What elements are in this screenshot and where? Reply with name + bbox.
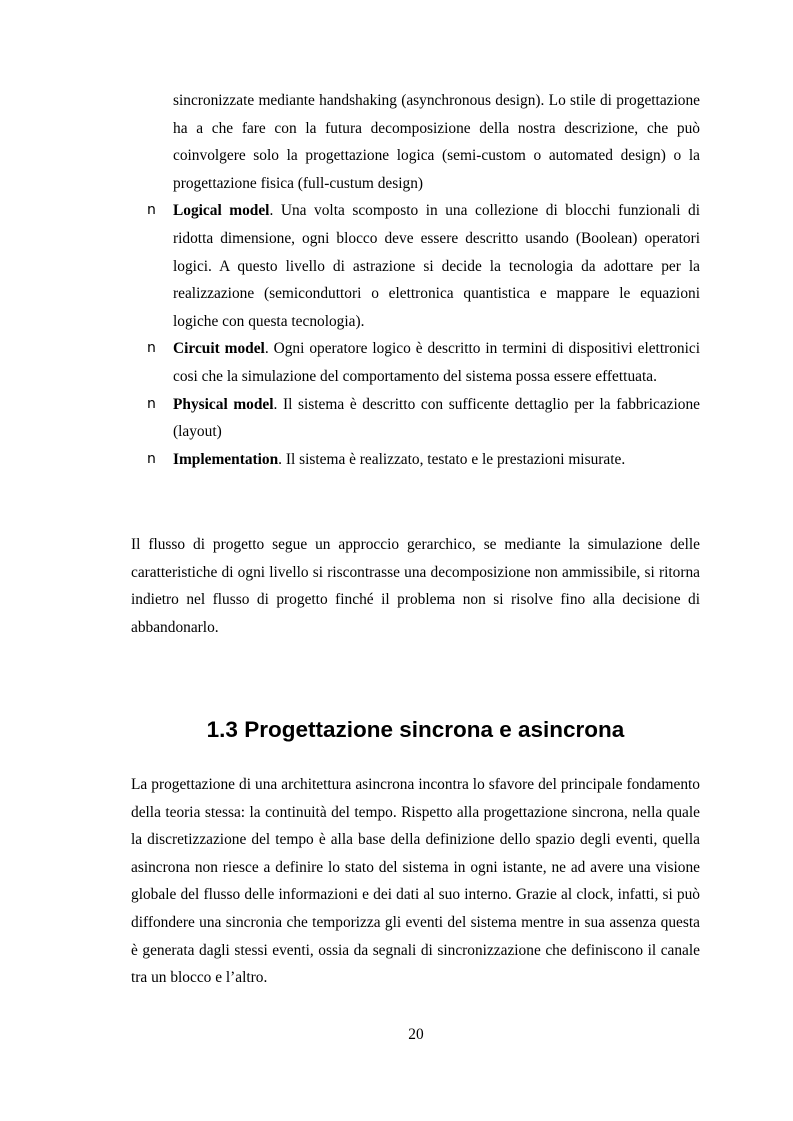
bullet-text (173, 391, 700, 446)
section-heading: 1.3 Progettazione sincrona e asincrona (206, 717, 625, 742)
bullet-list (146, 87, 700, 473)
bullet-marker: n (147, 202, 156, 219)
bullet-marker: n (147, 395, 156, 412)
bullet-description: . Il sistema è descritto con sufficente dettaglio per la fabbricazione (layout) (173, 395, 700, 441)
bullet-marker: n (147, 450, 156, 467)
bullet-description: . Una volta scomposto in una collezione di blocchi funzionali di ridotta dimensione, ogni blocco deve essere descritto usando (Boolean) operatori logici. A questo livello di astrazione si decide la tecnologia da adottare per la realizzazione (semiconduttori o elettronica quantistica e mappare le equazioni logiche con questa tecnologia). (173, 202, 701, 330)
bullet-term: Logical model (173, 202, 270, 220)
body-paragraph-design-flow: Il flusso di progetto segue un approccio gerarchico, se mediante la simulazione delle caratteristiche di ogni livello si riscontrasse una decomposizione non ammissibile, si ritorna indietro nel flusso di progetto finché il problema non si risolve fino alla decisione di abbandonarlo. (131, 536, 700, 636)
bullet-description: . Il sistema è realizzato, testato e le prestazioni misurate. (278, 450, 626, 468)
bullet-marker: n (147, 340, 156, 357)
bullet-text (173, 197, 700, 335)
bullet-item-physical-model (146, 391, 700, 446)
bullet-description: . Ogni operatore logico è descritto in termini di dispositivi elettronici cosi che la simulazione del comportamento del sistema possa essere effettuata. (173, 340, 700, 385)
bullet-item-circuit-model (146, 335, 700, 390)
bullet-term: Physical model (173, 395, 274, 413)
bullet-item-logical-model (146, 197, 700, 335)
body-paragraph-async-design: La progettazione di una architettura asincrona incontra lo sfavore del principale fondamento della teoria stessa: la continuità del tempo. Rispetto alla progettazione sincrona, nella quale la discretizzazione del tempo è alla base della definizione dello spazio degli eventi, quella asincrona non riesce a definire lo stato del sistema in ogni istante, ne ad avere una visione globale del flusso delle informazioni e dei dati al suo interno. Grazie al clock, infatti, si può diffondere una sincronia che temporizza gli eventi del sistema mentre in sua assenza questa è generata dagli stessi eventi, ossia da segnali di sincronizzazione che definiscono il canale tra un blocco e l’altro. (131, 776, 700, 987)
bullet-text (173, 446, 700, 474)
page-number: 20 (408, 1026, 424, 1043)
bullet-term: Implementation (173, 450, 279, 468)
bullet-item-implementation (146, 446, 700, 474)
bullet-text (173, 335, 700, 390)
continuation-paragraph: sincronizzate mediante handshaking (asynchronous design). Lo stile di progettazione ha a che fare con la futura decomposizione della nostra descrizione, che può coinvolgere solo la progettazione logica (semi-custom o automated design) o la progettazione fisica (full-custum design) (173, 92, 700, 192)
bullet-term: Circuit model (173, 340, 265, 358)
